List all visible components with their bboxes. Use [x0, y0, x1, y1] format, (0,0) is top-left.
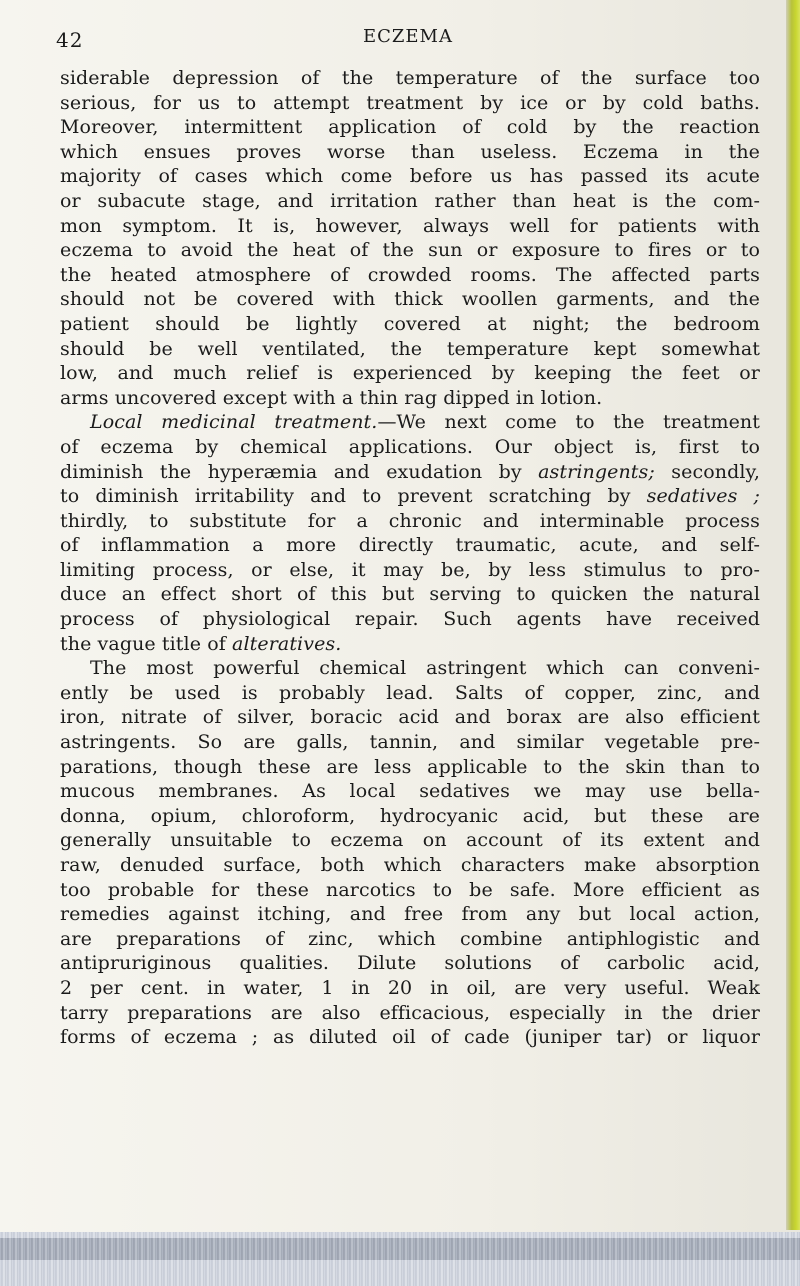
line-text: the vague title of	[60, 632, 233, 655]
line-text: duce an effect short of this but serving to quicken the natural	[60, 583, 760, 606]
text-line	[60, 140, 760, 165]
italic-term: sedatives ;	[646, 485, 761, 508]
line-text: The most powerful chemical astringent which can conveni-	[90, 657, 760, 680]
line-text: antipruriginous qualities. Dilute solutions of carbolic acid,	[60, 952, 760, 975]
line-text: astringents. So are galls, tannin, and similar vegetable pre-	[60, 731, 760, 754]
line-text: mucous membranes. As local sedatives we may use bella-	[60, 780, 760, 803]
text-line	[60, 533, 760, 558]
line-text: the heated atmosphere of crowded rooms. The affected parts	[60, 263, 760, 286]
text-line	[60, 582, 760, 607]
line-text: low, and much relief is experienced by keeping the feet or	[60, 362, 760, 385]
line-text: arms uncovered except with a thin rag dipped in lotion.	[60, 386, 603, 409]
page-edge	[786, 0, 800, 1230]
text-line	[60, 287, 760, 312]
line-text: limiting process, or else, it may be, by less stimulus to pro-	[60, 558, 760, 581]
body-text	[60, 66, 760, 1050]
text-line	[60, 312, 760, 337]
text-line	[60, 91, 760, 116]
line-text: donna, opium, chloroform, hydrocyanic acid, but these are	[60, 804, 760, 827]
line-text: to diminish irritability and to prevent scratching by	[60, 485, 647, 508]
text-line	[60, 681, 760, 706]
line-text: patient should be lightly covered at night; the bedroom	[60, 312, 760, 335]
text-line	[60, 902, 760, 927]
line-text: thirdly, to substitute for a chronic and interminable process	[60, 509, 760, 532]
line-text: tarry preparations are also efficacious, especially in the drier	[60, 1001, 760, 1024]
line-text: Moreover, intermittent application of cold by the reaction	[60, 116, 760, 139]
line-text: 2 per cent. in water, 1 in 20 in oil, are very useful. Weak	[60, 976, 760, 999]
text-line	[60, 927, 760, 952]
line-text: siderable depression of the temperature of the surface too	[60, 67, 760, 89]
text-line	[60, 607, 760, 632]
text-line	[60, 976, 760, 1001]
text-line	[60, 386, 760, 411]
line-text: which ensues proves worse than useless. Eczema in the	[60, 140, 760, 163]
line-text: —We next come to the treatment	[377, 411, 760, 434]
line-text: ently be used is probably lead. Salts of copper, zinc, and	[60, 681, 760, 704]
line-text: secondly,	[654, 460, 760, 483]
text-line	[60, 66, 760, 91]
line-text: are preparations of zinc, which combine antiphlogistic and	[60, 927, 760, 950]
text-line	[60, 558, 760, 583]
line-text: eczema to avoid the heat of the sun or exposure to fires or to	[60, 239, 760, 262]
text-line	[60, 779, 760, 804]
line-text: serious, for us to attempt treatment by ice or by cold baths.	[60, 91, 760, 114]
italic-term: Local medicinal treatment.	[90, 411, 378, 434]
line-text: process of physiological repair. Such agents have received	[60, 608, 760, 631]
line-text: mon symptom. It is, however, always well for patients with	[60, 214, 760, 237]
text-line	[60, 410, 760, 435]
text-line	[60, 115, 760, 140]
text-line	[60, 828, 760, 853]
line-text: parations, though these are less applicable to the skin than to	[60, 755, 760, 778]
line-text: of eczema by chemical applications. Our object is, first to	[60, 435, 760, 458]
page-header	[56, 22, 760, 52]
text-line	[60, 1025, 760, 1050]
italic-term: astringents;	[538, 460, 655, 483]
text-line	[60, 189, 760, 214]
text-line	[60, 632, 760, 657]
text-line	[60, 484, 760, 509]
text-line	[60, 214, 760, 239]
line-text: forms of eczema ; as diluted oil of cade (juniper tar) or liquor	[60, 1026, 760, 1049]
text-line	[60, 853, 760, 878]
text-line	[60, 951, 760, 976]
scanner-bottom-shadow	[0, 1238, 800, 1260]
text-line	[60, 705, 760, 730]
line-text: generally unsuitable to eczema on account of its extent and	[60, 829, 760, 852]
line-text: too probable for these narcotics to be safe. More efficient as	[60, 878, 760, 901]
page-number: 42	[56, 28, 84, 52]
text-line	[60, 263, 760, 288]
line-text: majority of cases which come before us has passed its acute	[60, 165, 760, 188]
line-text: should be well ventilated, the temperature kept somewhat	[60, 337, 760, 360]
text-line	[60, 238, 760, 263]
text-line	[60, 164, 760, 189]
line-text: remedies against itching, and free from any but local action,	[60, 903, 760, 926]
text-line	[60, 509, 760, 534]
line-text: should not be covered with thick woollen garments, and the	[60, 288, 760, 311]
text-line	[60, 460, 760, 485]
text-line	[60, 337, 760, 362]
italic-term: alteratives.	[232, 632, 342, 655]
text-line	[60, 755, 760, 780]
line-text: or subacute stage, and irritation rather than heat is the com-	[60, 189, 760, 212]
text-line	[60, 361, 760, 386]
running-head: ECZEMA	[363, 26, 453, 47]
text-line	[60, 804, 760, 829]
line-text: diminish the hyperæmia and exudation by	[60, 460, 539, 483]
text-line	[60, 435, 760, 460]
line-text: raw, denuded surface, both which characters make absorption	[60, 854, 760, 876]
text-line	[60, 1001, 760, 1026]
text-line	[60, 730, 760, 755]
line-text: iron, nitrate of silver, boracic acid and borax are also efficient	[60, 706, 760, 729]
text-line	[60, 656, 760, 681]
line-text: of inflammation a more directly traumatic, acute, and self-	[60, 534, 760, 557]
text-line	[60, 878, 760, 903]
